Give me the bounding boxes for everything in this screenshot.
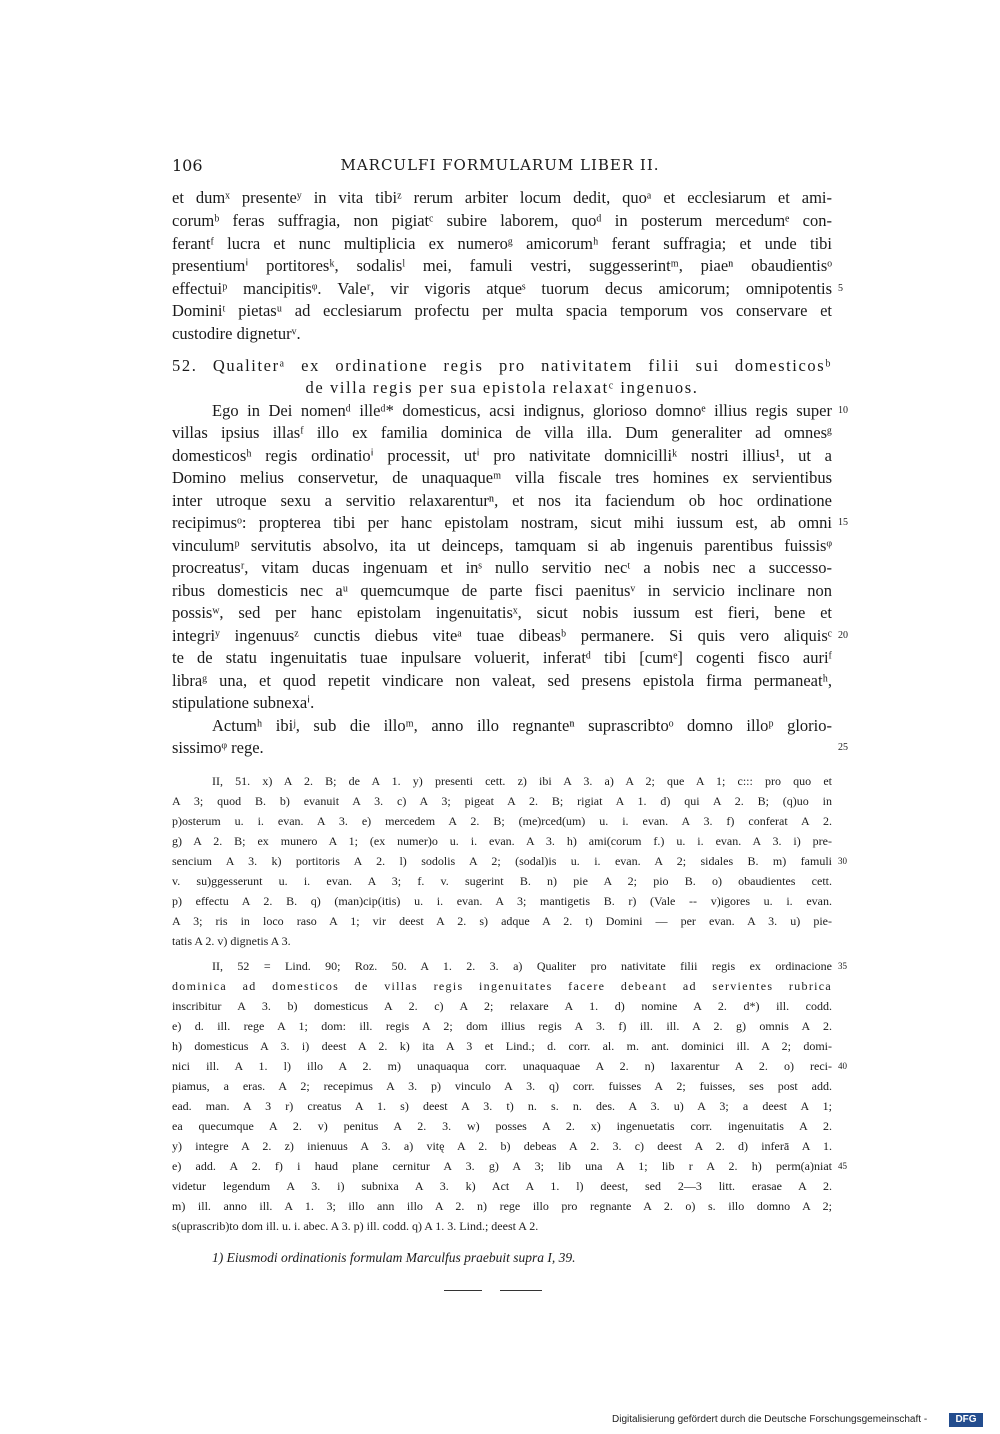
line-number: 45: [838, 1161, 847, 1171]
line-number: 25: [838, 742, 848, 753]
text-line: integriʸ ingenuusᶻ cunctis diebus viteᵃ tuae dibeasᵇ permanere. Si quis vero aliquisᶜ: [172, 626, 832, 645]
apparatus-line: e) d. ill. rege A 1; dom: ill. regis A 2; dom illius regis A 3. f) ill. ill. A 2. g) omnis A 2.: [172, 1019, 832, 1033]
line-number: 15: [838, 517, 848, 528]
apparatus-line: videtur legendum A 3. i) subnixa A 3. k) Act A 1. l) deest, sed 2—3 litt. erasae A 2.: [172, 1179, 832, 1193]
text-line: recipimusᵒ: propterea tibi per hanc epistolam nostram, sicut mihi iussum est, ab omni: [172, 513, 832, 532]
line-number: 30: [838, 856, 847, 866]
apparatus-line: v. su)ggesserunt u. i. evan. A 3; f. v. sugerint B. n) pie A 2; pio B. o) obaudientes cett.: [172, 874, 832, 888]
line-number: 10: [838, 405, 848, 416]
apparatus-line: II, 51. x) A 2. B; de A 1. y) presenti cett. z) ibi A 3. a) A 2; que A 1; c::: pro quo et: [212, 774, 832, 788]
apparatus-line: ea quecumque A 2. v) penitus A 2. 3. w) posses A 2. x) ingenuetatis corr. ingenuitatis A 2.: [172, 1119, 832, 1133]
text-line: Domino melius conservetur, de unaquaqueᵐ villa fiscale tres homines ex servientibus: [172, 468, 832, 487]
text-line: Actumʰ ibiʲ, sub die illoᵐ, anno illo regnanteⁿ suprascribtoᵒ domno illoᵖ glorio-: [212, 716, 832, 735]
text-line: possisʷ, sed per hanc epistolam ingenuitatisˣ, sicut nobis iussum est fieri, bene et: [172, 603, 832, 622]
apparatus-line: h) domesticus A 3. i) deest A 2. k) ita A 3 et Lind.; d. corr. al. m. ant. dominici ill. A 2; domi-: [172, 1039, 832, 1053]
text-line: stipulatione subnexaⁱ.: [172, 693, 315, 712]
apparatus-line: II, 52 = Lind. 90; Roz. 50. A 1. 2. 3. a) Qualiter pro nativitate filii regis ex ordinacione: [212, 959, 832, 973]
footnote: 1) Eiusmodi ordinationis formulam Marculfus praebuit supra I, 39.: [212, 1250, 576, 1265]
dfg-logo: DFG: [949, 1413, 983, 1427]
text-line: effectuiᵖ mancipitisᵠ. Valeʳ, vir vigoris atqueˢ tuorum decus amicorum; omnipotentis: [172, 279, 832, 298]
apparatus-line: piamus, a eras. A 2; recepimus A 3. p) vinculo A 3. q) corr. fuisses A 2; fuisses, ses post add.: [172, 1079, 832, 1093]
line-number: 40: [838, 1061, 847, 1071]
end-rule: [500, 1290, 542, 1291]
apparatus-line: g) A 2. B; ex munero A 1; (ex numer)o u. i. evan. A 3. h) ami(corum f.) u. i. evan. A 3. i) pre-: [172, 834, 832, 848]
text-line: custodire digneturᵛ.: [172, 324, 301, 343]
apparatus-line: ead. man. A 3 r) creatus A 1. s) deest A 3. t) n. s. n. des. A 3. u) A 3; a deest A 1;: [172, 1099, 832, 1113]
apparatus-line: inscribitur A 3. b) domesticus A 2. c) A 2; relaxare A 1. d) nomine A 2. d*) ill. codd.: [172, 999, 832, 1013]
text-line: inter utroque sexu a servitio relaxarenturⁿ, et nos ita faciendum ob hoc ordinatione: [172, 491, 832, 510]
formula-heading: 52. Qualiterᵃ ex ordinatione regis pro nativitatem filii sui domesticosᵇ: [172, 356, 832, 375]
apparatus-line: s(uprascrib)to dom ill. u. i. abec. A 3. p) ill. codd. q) A 1. 3. Lind.; deest A 2.: [172, 1219, 539, 1233]
apparatus-line: sencium A 3. k) portitoris A 2. l) sodolis A 2; (sodal)is u. i. evan. A 2; sidales B. m) famuli: [172, 854, 832, 868]
end-rule: [444, 1290, 482, 1291]
text-line: vinculumᵖ servitutis absolvo, ita ut deinceps, tamquam si ab ingenuis parentibus fuissisᵠ: [172, 536, 832, 555]
text-line: libraᵍ una, et quod repetit vindicare non valeat, sed presens epistola firma permaneatʰ,: [172, 671, 832, 690]
text-line: Dominiᵗ pietasᵘ ad ecclesiarum profectu per multa spacia temporum vos conservare et: [172, 301, 832, 320]
line-number: 20: [838, 630, 848, 641]
text-line: te de statu ingenuitatis tuae inpulsare voluerit, inferatᵈ tibi [cumᵉ] cogenti fisco auriᶠ: [172, 648, 832, 667]
text-line: domesticosʰ regis ordinatioⁱ processit, utⁱ pro nativitate domnicilliᵏ nostri illius¹, ut a: [172, 446, 832, 465]
apparatus-line: dominica ad domesticos de villas regis ingenuitates facere debeant ad servientes rubrica: [172, 979, 832, 993]
apparatus-line: e) add. A 2. f) i haud plane cernitur A 3. g) A 3; lib una A 1; lib r A 2. h) perm(a)niat: [172, 1159, 832, 1173]
apparatus-line: p)osterum u. i. evan. A 3. e) mercedem A 2. B; (me)rced(um) u. i. evan. A 3. f) conferat A 2.: [172, 814, 832, 828]
text-line: ferantᶠ lucra et nunc multiplicia ex numeroᵍ amicorumʰ ferant suffragia; et unde tibi: [172, 234, 832, 253]
text-line: Ego in Dei nomenᵈ illeᵈ* domesticus, acsi indignus, glorioso domnoᵉ illius regis super: [212, 401, 832, 420]
line-number: 35: [838, 961, 847, 971]
running-title: MARCULFI FORMULARUM LIBER II.: [340, 156, 660, 174]
text-line: villas ipsius illasᶠ illo ex familia dominica de villa illa. Dum generaliter ad omnesᵍ: [172, 423, 832, 442]
apparatus-line: m) ill. anno ill. A 1. 3; illo ann illo A 2. n) rege illo pro regnante A 2. o) s. illo domno A 2;: [172, 1199, 832, 1213]
apparatus-line: A 3; quod B. b) evanuit A 3. c) A 3; pigeat A 2. B; rigiat A 1. d) qui A 2. B; (q)uo in: [172, 794, 832, 808]
apparatus-line: A 3; ris in loco raso A 1; vir deest A 2. s) adque A 2. t) Domini — per evan. A 3. u) pie-: [172, 914, 832, 928]
text-line: sissimoᵠ rege.: [172, 738, 264, 757]
text-line: ribus domesticis nec aᵘ quemcumque de parte fisci paenitusᵛ in servicio inclinare non: [172, 581, 832, 600]
text-line: presentiumⁱ portitoresᵏ, sodalisˡ mei, famuli vestri, suggesserintᵐ, piaeⁿ obaudientisᵒ: [172, 256, 832, 275]
text-line: et dumˣ presenteʸ in vita tibiᶻ rerum arbiter locum dedit, quoᵃ et ecclesiarum et ami-: [172, 188, 832, 207]
apparatus-line: nici ill. A 1. l) illo A 2. m) unaquaqua corr. unaquaquae A 2. n) laxarentur A 2. o) reci-: [172, 1059, 832, 1073]
line-number: 5: [838, 283, 843, 294]
apparatus-line: p) effectu A 2. B. q) (man)cip(itis) u. i. evan. A 3; mantigetis B. r) (Vale -- v)igores u. i. evan.: [172, 894, 832, 908]
text-line: corumᵇ feras suffragia, non pigiatᶜ subire laborem, quoᵈ in posterum mercedumᵉ con-: [172, 211, 832, 230]
digitization-credit: Digitalisierung gefördert durch die Deutsche Forschungsgemeinschaft -: [612, 1414, 928, 1425]
formula-heading: de villa regis per sua epistola relaxatᶜ ingenuos.: [305, 378, 699, 397]
page-number: 106: [172, 156, 203, 175]
apparatus-line: tatis A 2. v) dignetis A 3.: [172, 934, 291, 948]
text-line: procreatusʳ, vitam ducas ingenuam et inˢ nullo servitio necᵗ a nobis nec a successo-: [172, 558, 832, 577]
apparatus-line: y) integre A 2. z) inienuus A 3. a) vitę A 2. b) debeas A 2. 3. c) deest A 2. d) inferā A 1.: [172, 1139, 832, 1153]
